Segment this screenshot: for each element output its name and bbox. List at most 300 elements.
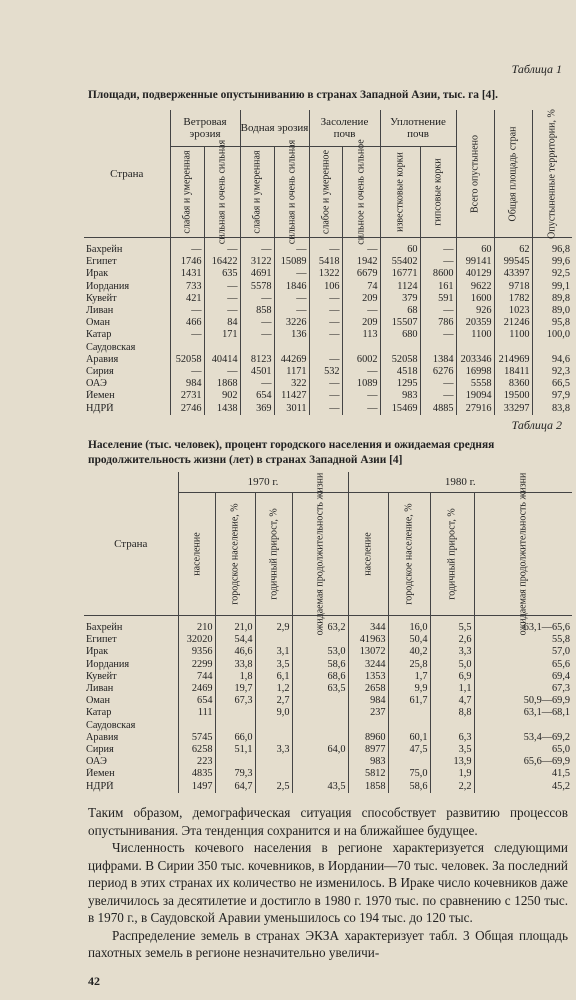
value-cell: [240, 342, 274, 354]
value-cell: 3122: [240, 256, 274, 268]
value-cell: 1384: [420, 354, 456, 366]
value-cell: [255, 732, 292, 744]
value-cell: —: [309, 354, 342, 366]
value-cell: 64,7: [215, 781, 255, 793]
value-cell: 171: [204, 329, 240, 341]
table1-vertical-header: Всего опустынено: [456, 110, 494, 238]
value-cell: 16422: [204, 256, 240, 268]
table1-title: Площади, подверженные опустыниванию в странах Западной Азии, тыс. га [4].: [88, 89, 498, 101]
value-cell: 136: [274, 329, 309, 341]
value-cell: 209: [342, 317, 380, 329]
value-cell: 3226: [274, 317, 309, 329]
table1-vertical-header: сильное и очень сильное: [342, 147, 380, 238]
value-cell: 4835: [178, 768, 215, 780]
table2-vertical-header: население: [178, 493, 215, 616]
value-cell: 50,4: [388, 634, 430, 646]
value-cell: 8,8: [430, 707, 474, 719]
value-cell: 79,3: [215, 768, 255, 780]
table1-group-header: Водная эрозия: [240, 110, 309, 147]
table2-country-header: Страна: [84, 472, 178, 616]
value-cell: [342, 342, 380, 354]
value-cell: 5812: [348, 768, 388, 780]
value-cell: 47,5: [388, 744, 430, 756]
value-cell: 8360: [494, 378, 532, 390]
value-cell: 635: [204, 268, 240, 280]
value-cell: [388, 756, 430, 768]
value-cell: 106: [309, 281, 342, 293]
value-cell: [215, 720, 255, 732]
value-cell: 40414: [204, 354, 240, 366]
value-cell: 65,6: [474, 659, 572, 671]
value-cell: 63,5: [292, 683, 348, 695]
value-cell: 65,6—69,9: [474, 756, 572, 768]
value-cell: 99141: [456, 256, 494, 268]
table-row: [84, 305, 572, 317]
value-cell: 786: [420, 317, 456, 329]
value-cell: —: [274, 305, 309, 317]
paragraph: Распределение земель в странах ЭКЗА характеризует табл. 3 Общая площадь пахотных земель в регионе незначительно увеличи-: [88, 927, 568, 960]
value-cell: 2746: [170, 403, 204, 415]
value-cell: [255, 756, 292, 768]
value-cell: 9,0: [255, 707, 292, 719]
country-cell: Бахрейн: [86, 622, 123, 633]
value-cell: 61,7: [388, 695, 430, 707]
value-cell: —: [309, 238, 342, 257]
value-cell: 66,0: [215, 732, 255, 744]
value-cell: 11427: [274, 390, 309, 402]
value-cell: 21246: [494, 317, 532, 329]
value-cell: 63,1—65,6: [474, 616, 572, 635]
country-cell: ОАЭ: [86, 756, 107, 768]
value-cell: 60,1: [388, 732, 430, 744]
value-cell: [292, 707, 348, 719]
value-cell: 1023: [494, 305, 532, 317]
value-cell: 15089: [274, 256, 309, 268]
value-cell: 1497: [178, 781, 215, 793]
value-cell: 680: [380, 329, 420, 341]
value-cell: 13,9: [430, 756, 474, 768]
value-cell: 99545: [494, 256, 532, 268]
country-cell: Катар: [86, 707, 112, 719]
value-cell: —: [204, 293, 240, 305]
table-row: [84, 378, 572, 390]
value-cell: 1746: [170, 256, 204, 268]
value-cell: 1782: [494, 293, 532, 305]
table-row: [84, 342, 572, 354]
value-cell: 92,5: [532, 268, 572, 280]
value-cell: 5418: [309, 256, 342, 268]
value-cell: —: [420, 378, 456, 390]
table1-vertical-header: слабая и умеренная: [170, 147, 204, 238]
value-cell: 1353: [348, 671, 388, 683]
value-cell: [309, 342, 342, 354]
table1-label: Таблица 1: [511, 62, 562, 76]
value-cell: 50,9—69,9: [474, 695, 572, 707]
country-cell: Ирак: [86, 646, 109, 658]
value-cell: 4,7: [430, 695, 474, 707]
value-cell: [292, 756, 348, 768]
value-cell: 9718: [494, 281, 532, 293]
value-cell: —: [170, 366, 204, 378]
value-cell: [292, 634, 348, 646]
value-cell: 67,3: [215, 695, 255, 707]
country-cell: Ирак: [86, 268, 109, 280]
table-row: [84, 329, 572, 341]
value-cell: 6,3: [430, 732, 474, 744]
value-cell: 3,5: [430, 744, 474, 756]
value-cell: 67,3: [474, 683, 572, 695]
value-cell: —: [170, 305, 204, 317]
value-cell: 5,5: [430, 616, 474, 635]
table-row: [84, 756, 572, 768]
value-cell: 8123: [240, 354, 274, 366]
value-cell: 9622: [456, 281, 494, 293]
table-row: [84, 720, 572, 732]
country-cell: Аравия: [86, 731, 119, 743]
value-cell: 96,8: [532, 238, 572, 257]
value-cell: 2,6: [430, 634, 474, 646]
value-cell: 1,9: [430, 768, 474, 780]
table-row: [84, 768, 572, 780]
table1-group-header: Засоление почв: [309, 110, 380, 147]
value-cell: [292, 768, 348, 780]
value-cell: —: [309, 378, 342, 390]
table-row: [84, 403, 572, 415]
value-cell: 95,8: [532, 317, 572, 329]
value-cell: [292, 732, 348, 744]
table-row: [84, 634, 572, 646]
table-row: [84, 317, 572, 329]
value-cell: 65,0: [474, 744, 572, 756]
table-row: [84, 281, 572, 293]
value-cell: 89,8: [532, 293, 572, 305]
value-cell: 591: [420, 293, 456, 305]
value-cell: 203346: [456, 354, 494, 366]
value-cell: [388, 720, 430, 732]
value-cell: [292, 720, 348, 732]
value-cell: 6,9: [430, 671, 474, 683]
value-cell: 100,0: [532, 329, 572, 341]
value-cell: [430, 720, 474, 732]
value-cell: 984: [170, 378, 204, 390]
value-cell: 926: [456, 305, 494, 317]
page-number: 42: [88, 974, 100, 988]
value-cell: 5,0: [430, 659, 474, 671]
value-cell: [170, 342, 204, 354]
value-cell: —: [274, 238, 309, 257]
value-cell: 2,5: [255, 781, 292, 793]
value-cell: [348, 720, 388, 732]
value-cell: 1846: [274, 281, 309, 293]
value-cell: —: [309, 305, 342, 317]
value-cell: 113: [342, 329, 380, 341]
table-row: [84, 683, 572, 695]
value-cell: 8977: [348, 744, 388, 756]
value-cell: 74: [342, 281, 380, 293]
table2-vertical-header: ожидаемая продолжительность жизни: [474, 493, 572, 616]
table2-vertical-header: городское население, %: [215, 493, 255, 616]
value-cell: 8960: [348, 732, 388, 744]
table-row: [84, 695, 572, 707]
table-row: [84, 732, 572, 744]
value-cell: 1295: [380, 378, 420, 390]
value-cell: 83,8: [532, 403, 572, 415]
value-cell: [456, 342, 494, 354]
country-cell: Сирия: [86, 366, 114, 378]
value-cell: 8600: [420, 268, 456, 280]
value-cell: 43,5: [292, 781, 348, 793]
value-cell: 19500: [494, 390, 532, 402]
paragraph: Численность кочевого населения в регионе характеризуется следующими цифрами. В Сирии 350 тыс. кочевников, в Иордании—70 тыс. человек. За последний период в этих странах их количество не изменилось. В Ираке число кочевников даже увеличилось за десятилетие и достигло в 1980 г. 1970 тыс. по сравнению с 1250 тыс. в 1970 г., в Саудовской Аравии уменьшилось со 194 тыс. до 120 тыс.: [88, 840, 568, 925]
value-cell: 62: [494, 238, 532, 257]
value-cell: 21,0: [215, 616, 255, 635]
value-cell: 161: [420, 281, 456, 293]
value-cell: —: [170, 329, 204, 341]
value-cell: —: [240, 238, 274, 257]
table1-vertical-header: слабое и умеренное: [309, 147, 342, 238]
value-cell: 1171: [274, 366, 309, 378]
value-cell: 19094: [456, 390, 494, 402]
value-cell: 6,1: [255, 671, 292, 683]
value-cell: 4518: [380, 366, 420, 378]
value-cell: 99,6: [532, 256, 572, 268]
value-cell: 69,4: [474, 671, 572, 683]
value-cell: 40,2: [388, 646, 430, 658]
value-cell: 1600: [456, 293, 494, 305]
value-cell: 66,5: [532, 378, 572, 390]
table1-group-header: Ветровая эрозия: [170, 110, 240, 147]
table1-group-header: Уплотнение почв: [380, 110, 456, 147]
table-row: [84, 268, 572, 280]
table2-vertical-header: годичный прирост, %: [255, 493, 292, 616]
value-cell: 16998: [456, 366, 494, 378]
country-cell: Йемен: [86, 390, 115, 402]
country-cell: Оман: [86, 317, 110, 329]
table-row: [84, 744, 572, 756]
country-cell: Иордания: [86, 658, 130, 670]
country-cell: Саудовская: [86, 719, 136, 731]
value-cell: 97,9: [532, 390, 572, 402]
value-cell: 983: [348, 756, 388, 768]
country-cell: НДРЙ: [86, 780, 114, 792]
value-cell: 53,0: [292, 646, 348, 658]
value-cell: [292, 695, 348, 707]
value-cell: 68: [380, 305, 420, 317]
value-cell: [255, 634, 292, 646]
value-cell: 1100: [494, 329, 532, 341]
value-cell: 33,8: [215, 659, 255, 671]
value-cell: —: [342, 238, 380, 257]
value-cell: 45,2: [474, 781, 572, 793]
value-cell: [474, 720, 572, 732]
value-cell: 744: [178, 671, 215, 683]
table-row: [84, 659, 572, 671]
value-cell: 1322: [309, 268, 342, 280]
country-cell: Иордания: [86, 280, 130, 292]
table2-vertical-header: население: [348, 493, 388, 616]
value-cell: 5578: [240, 281, 274, 293]
table1-vertical-header: Общая площадь стран: [494, 110, 532, 238]
value-cell: [380, 342, 420, 354]
country-cell: Сирия: [86, 744, 114, 756]
table1: [84, 110, 572, 415]
value-cell: 54,4: [215, 634, 255, 646]
value-cell: 19,7: [215, 683, 255, 695]
value-cell: 13072: [348, 646, 388, 658]
table1-vertical-header: гипсовые корки: [420, 147, 456, 238]
table1-vertical-header: Опустыненные территории, %: [532, 110, 572, 238]
table-row: [84, 616, 572, 635]
table2-label: Таблица 2: [511, 418, 562, 432]
table1-vertical-header: сильная и очень сильная: [204, 147, 240, 238]
value-cell: [420, 342, 456, 354]
table-row: [84, 390, 572, 402]
value-cell: 99,1: [532, 281, 572, 293]
table2-vertical-header: городское население, %: [388, 493, 430, 616]
value-cell: —: [420, 256, 456, 268]
value-cell: 43397: [494, 268, 532, 280]
value-cell: [494, 342, 532, 354]
value-cell: 9356: [178, 646, 215, 658]
value-cell: —: [309, 390, 342, 402]
value-cell: —: [240, 329, 274, 341]
value-cell: 6002: [342, 354, 380, 366]
value-cell: 52058: [380, 354, 420, 366]
value-cell: 214969: [494, 354, 532, 366]
value-cell: 60: [380, 238, 420, 257]
table-row: [84, 238, 572, 257]
value-cell: 466: [170, 317, 204, 329]
table-row: [84, 354, 572, 366]
value-cell: 3,3: [430, 646, 474, 658]
country-cell: Аравия: [86, 353, 119, 365]
value-cell: 4501: [240, 366, 274, 378]
value-cell: 64,0: [292, 744, 348, 756]
value-cell: 40129: [456, 268, 494, 280]
value-cell: 1,8: [215, 671, 255, 683]
value-cell: —: [204, 281, 240, 293]
value-cell: 2299: [178, 659, 215, 671]
value-cell: —: [170, 238, 204, 257]
value-cell: 2,2: [430, 781, 474, 793]
value-cell: 41963: [348, 634, 388, 646]
paragraph: Таким образом, демографическая ситуация способствует развитию процессов опустынивания. Эта тенденция сохранится и на ближайшее будущее.: [88, 805, 568, 838]
value-cell: —: [240, 378, 274, 390]
table-row: [84, 366, 572, 378]
value-cell: 1,1: [430, 683, 474, 695]
value-cell: 89,0: [532, 305, 572, 317]
value-cell: —: [274, 293, 309, 305]
value-cell: 75,0: [388, 768, 430, 780]
value-cell: 5745: [178, 732, 215, 744]
value-cell: [215, 756, 255, 768]
value-cell: —: [342, 366, 380, 378]
value-cell: 16771: [380, 268, 420, 280]
value-cell: 94,6: [532, 354, 572, 366]
value-cell: —: [309, 293, 342, 305]
value-cell: 902: [204, 390, 240, 402]
country-cell: Египет: [86, 256, 117, 268]
country-cell: Бахрейн: [86, 244, 123, 255]
value-cell: 9,9: [388, 683, 430, 695]
value-cell: —: [204, 305, 240, 317]
value-cell: 421: [170, 293, 204, 305]
value-cell: 16,0: [388, 616, 430, 635]
value-cell: 27916: [456, 403, 494, 415]
value-cell: 15507: [380, 317, 420, 329]
value-cell: [178, 720, 215, 732]
value-cell: —: [274, 268, 309, 280]
value-cell: 1438: [204, 403, 240, 415]
table-row: [84, 781, 572, 793]
country-cell: Катар: [86, 329, 112, 341]
value-cell: 58,6: [292, 659, 348, 671]
value-cell: 60: [456, 238, 494, 257]
table1-vertical-header: известковые корки: [380, 147, 420, 238]
table2-year-header: 1970 г.: [178, 472, 348, 493]
value-cell: 3011: [274, 403, 309, 415]
value-cell: 3,5: [255, 659, 292, 671]
value-cell: 1124: [380, 281, 420, 293]
value-cell: 51,1: [215, 744, 255, 756]
value-cell: 733: [170, 281, 204, 293]
value-cell: —: [240, 293, 274, 305]
table2-title: Население (тыс. человек), процент городского населения и ожидаемая средняя продолжительность жизни (лет) в странах Западной Азии [4]: [88, 439, 495, 466]
value-cell: 223: [178, 756, 215, 768]
value-cell: 858: [240, 305, 274, 317]
value-cell: 6258: [178, 744, 215, 756]
value-cell: 6679: [342, 268, 380, 280]
value-cell: 3,1: [255, 646, 292, 658]
value-cell: —: [204, 366, 240, 378]
value-cell: 369: [240, 403, 274, 415]
value-cell: 1,7: [388, 671, 430, 683]
value-cell: [255, 768, 292, 780]
table-row: [84, 707, 572, 719]
value-cell: 4885: [420, 403, 456, 415]
table1-vertical-header: слабая и умеренная: [240, 147, 274, 238]
country-cell: Ливан: [86, 305, 114, 317]
value-cell: —: [342, 305, 380, 317]
value-cell: —: [309, 403, 342, 415]
value-cell: 84: [204, 317, 240, 329]
value-cell: 209: [342, 293, 380, 305]
value-cell: 344: [348, 616, 388, 635]
value-cell: [388, 707, 430, 719]
table2-vertical-header: ожидаемая продолжительность жизни: [292, 493, 348, 616]
value-cell: 58,6: [388, 781, 430, 793]
value-cell: —: [204, 238, 240, 257]
value-cell: 111: [178, 707, 215, 719]
value-cell: 2731: [170, 390, 204, 402]
value-cell: [204, 342, 240, 354]
table-row: [84, 256, 572, 268]
value-cell: 2469: [178, 683, 215, 695]
country-cell: Кувейт: [86, 292, 117, 304]
value-cell: 379: [380, 293, 420, 305]
value-cell: 63,1—68,1: [474, 707, 572, 719]
value-cell: 210: [178, 616, 215, 635]
value-cell: 1100: [456, 329, 494, 341]
table1-country-header: Страна: [84, 110, 170, 238]
value-cell: 33297: [494, 403, 532, 415]
country-cell: НДРЙ: [86, 402, 114, 414]
body-text: [88, 804, 568, 962]
table1-vertical-header: сильная и очень сильная: [274, 147, 309, 238]
value-cell: 53,4—69,2: [474, 732, 572, 744]
value-cell: 532: [309, 366, 342, 378]
value-cell: —: [309, 329, 342, 341]
